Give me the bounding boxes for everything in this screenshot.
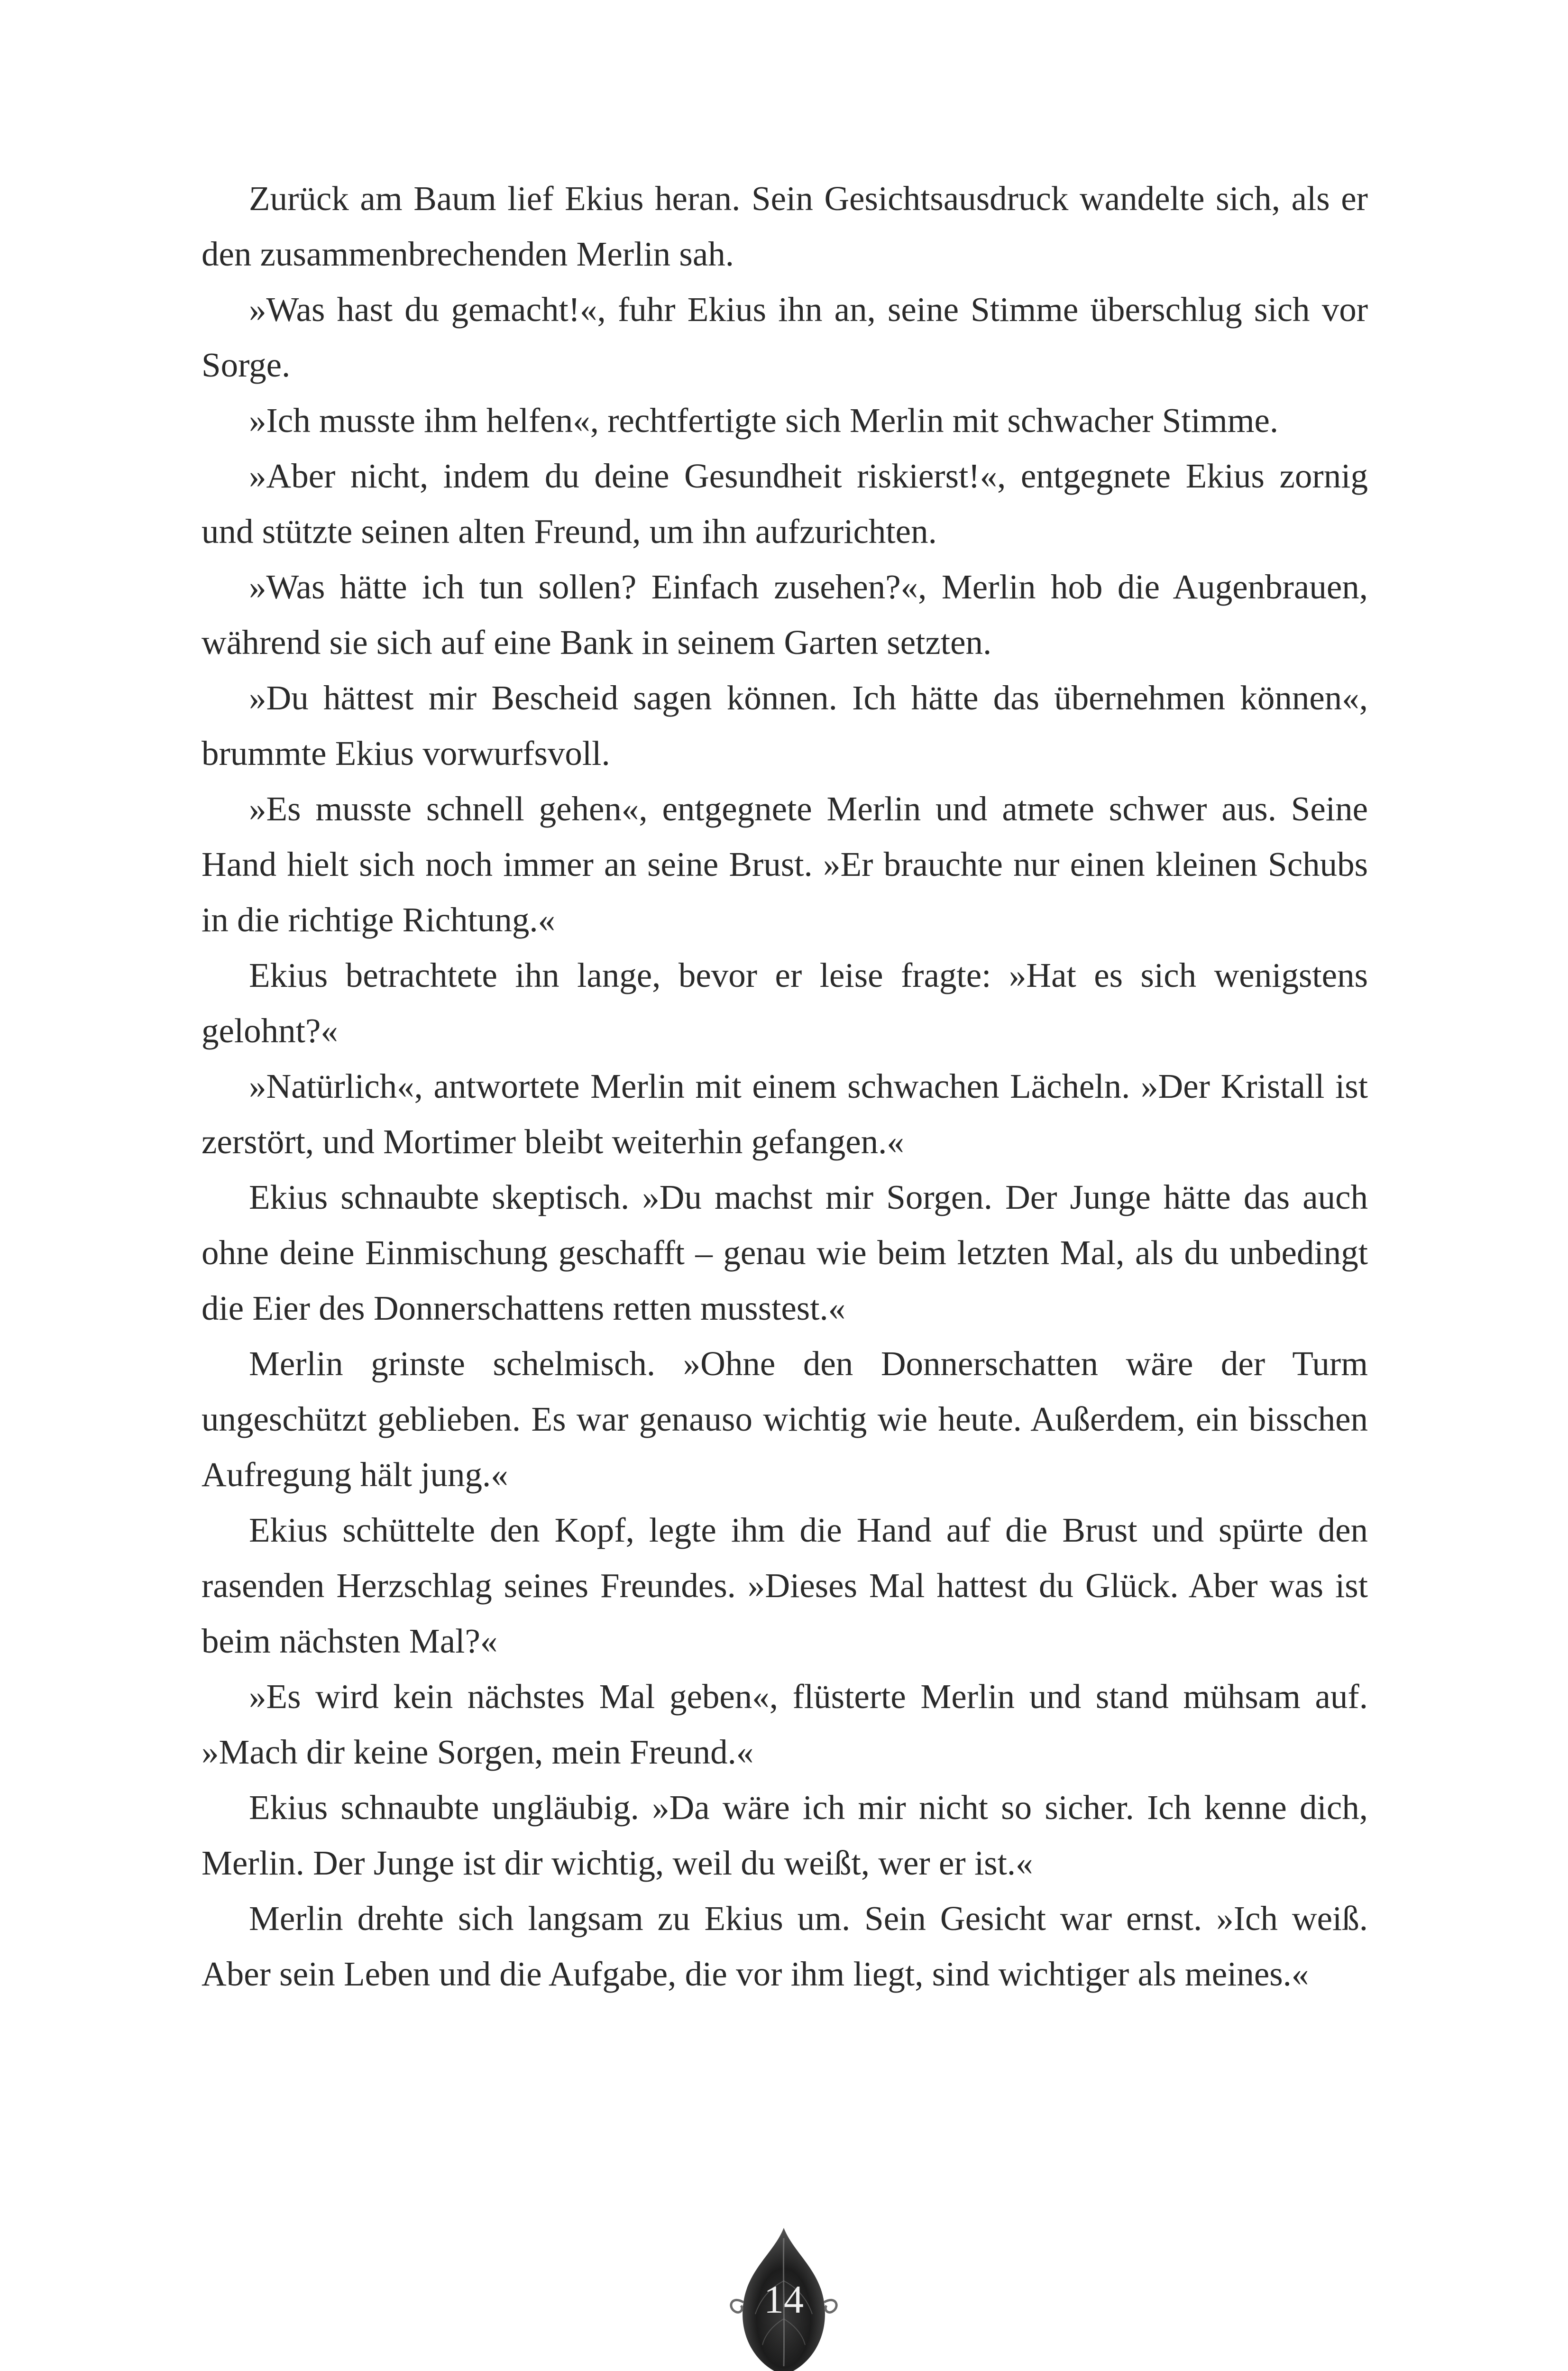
- paragraph: Merlin drehte sich langsam zu Ekius um. Sein Gesicht war ernst. »Ich weiß. Aber sein Leben und die Aufgabe, die vor ihm liegt, sind wichtiger als meines.«: [202, 1899, 1368, 1993]
- paragraph: Ekius schnaubte ungläubig. »Da wäre ich mir nicht so sicher. Ich kenne dich, Merlin. Der Junge ist dir wichtig, weil du weißt, wer er ist.«: [202, 1788, 1368, 1882]
- paragraph: »Du hättest mir Bescheid sagen können. Ich hätte das übernehmen können«, brummte Ekius vorwurfsvoll.: [202, 679, 1368, 772]
- paragraph: Ekius schüttelte den Kopf, legte ihm die Hand auf die Brust und spürte den rasenden Herzschlag seines Freundes. »Dieses Mal hattest du Glück. Aber was ist beim nächsten Mal?«: [202, 1511, 1368, 1660]
- paragraph: Ekius betrachtete ihn lange, bevor er leise fragte: »Hat es sich wenigstens gelohnt?«: [202, 956, 1368, 1050]
- paragraph: »Aber nicht, indem du deine Gesundheit riskierst!«, entgegnete Ekius zornig und stützte seinen alten Freund, um ihn aufzurichten.: [202, 457, 1368, 551]
- paragraph: »Was hast du gemacht!«, fuhr Ekius ihn an, seine Stimme überschlug sich vor Sorge.: [202, 290, 1368, 384]
- paragraph: Zurück am Baum lief Ekius heran. Sein Gesichtsausdruck wandelte sich, als er den zusammenbrechenden Merlin sah.: [202, 179, 1368, 273]
- paragraph: Ekius schnaubte skeptisch. »Du machst mir Sorgen. Der Junge hätte das auch ohne deine Einmischung geschafft – genau wie beim letzten Mal, als du unbedingt die Eier des Donnerschattens retten musstest.«: [202, 1178, 1368, 1327]
- page-number: 14: [764, 2278, 804, 2322]
- body-text: [202, 171, 1368, 2002]
- paragraph: »Natürlich«, antwortete Merlin mit einem schwachen Lächeln. »Der Kristall ist zerstört, und Mortimer bleibt weiterhin gefangen.«: [202, 1067, 1368, 1161]
- paragraph: »Was hätte ich tun sollen? Einfach zusehen?«, Merlin hob die Augenbrauen, während sie sich auf eine Bank in seinem Garten setzten.: [202, 568, 1368, 662]
- paragraph: »Es wird kein nächstes Mal geben«, flüsterte Merlin und stand mühsam auf. »Mach dir keine Sorgen, mein Freund.«: [202, 1677, 1368, 1771]
- paragraph: Merlin grinste schelmisch. »Ohne den Donnerschatten wäre der Turm ungeschützt geblieben. Es war genauso wichtig wie heute. Außerdem, ein bisschen Aufregung hält jung.«: [202, 1344, 1368, 1494]
- paragraph: »Ich musste ihm helfen«, rechtfertigte sich Merlin mit schwacher Stimme.: [249, 401, 1279, 440]
- paragraph: »Es musste schnell gehen«, entgegnete Merlin und atmete schwer aus. Seine Hand hielt sich noch immer an seine Brust. »Er brauchte nur einen kleinen Schubs in die richtige Richtung.«: [202, 790, 1368, 939]
